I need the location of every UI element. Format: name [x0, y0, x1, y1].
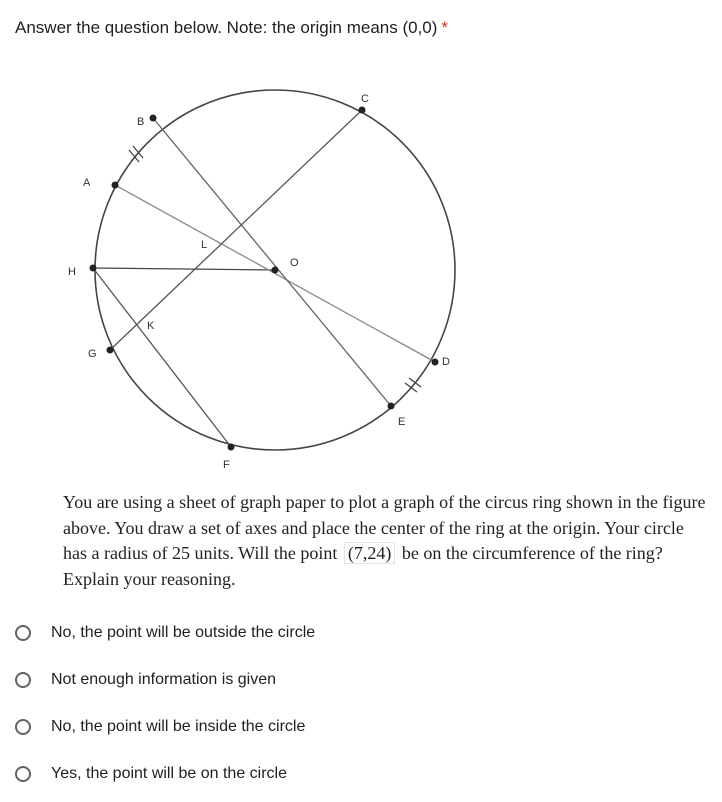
segment-HO [93, 268, 275, 270]
option-outside[interactable] [15, 609, 315, 656]
point-E [388, 403, 395, 410]
radio-button[interactable] [15, 672, 31, 688]
tick-DE-1 [405, 383, 417, 392]
point-value: (7,24) [344, 542, 396, 564]
segment-HF [93, 268, 231, 447]
point-B [150, 115, 157, 122]
option-label: Not enough information is given [51, 670, 277, 688]
tick-DE-2 [409, 378, 421, 387]
option-not-enough-info[interactable] [15, 656, 315, 703]
label-B: B [137, 116, 145, 128]
required-star: * [441, 18, 449, 37]
option-label: No, the point will be inside the circle [51, 717, 306, 735]
label-D: D [442, 356, 450, 368]
point-F [228, 444, 235, 451]
label-O: O [290, 257, 299, 269]
circle-diagram [55, 80, 475, 480]
point-D [432, 359, 439, 366]
label-F: F [223, 459, 230, 471]
radio-button[interactable] [15, 719, 31, 735]
question-title-text: Answer the question below. Note: the origin means (0,0) [15, 18, 438, 37]
circle-figure [55, 80, 475, 480]
label-A: A [83, 177, 91, 189]
problem-text [63, 490, 708, 592]
problem-text-before: You are using a sheet of graph paper to plot a graph of the circus ring shown in the figure above. You draw a set of axes and place the center of the ring at the origin. Your circle has a radius of 25 units. Will the point [63, 492, 706, 563]
point-G [107, 347, 114, 354]
answer-options [15, 609, 315, 797]
segment-CG [110, 110, 362, 350]
radio-button[interactable] [15, 766, 31, 782]
problem-text-after: be on the circumference of the ring? Explain your reasoning. [63, 543, 663, 589]
radio-button[interactable] [15, 625, 31, 641]
segment-BE [153, 118, 391, 406]
label-K: K [147, 320, 155, 332]
label-L: L [201, 239, 208, 251]
option-label: No, the point will be outside the circle [51, 623, 316, 641]
point-A [112, 182, 119, 189]
label-G: G [88, 348, 97, 360]
option-label: Yes, the point will be on the circle [51, 764, 287, 782]
option-inside[interactable] [15, 703, 315, 750]
label-E: E [398, 416, 406, 428]
point-O [272, 267, 279, 274]
point-C [359, 107, 366, 114]
option-on-circle[interactable] [15, 750, 315, 797]
label-C: C [361, 93, 369, 105]
label-H: H [68, 266, 76, 278]
point-H [90, 265, 97, 272]
question-title [15, 17, 448, 39]
